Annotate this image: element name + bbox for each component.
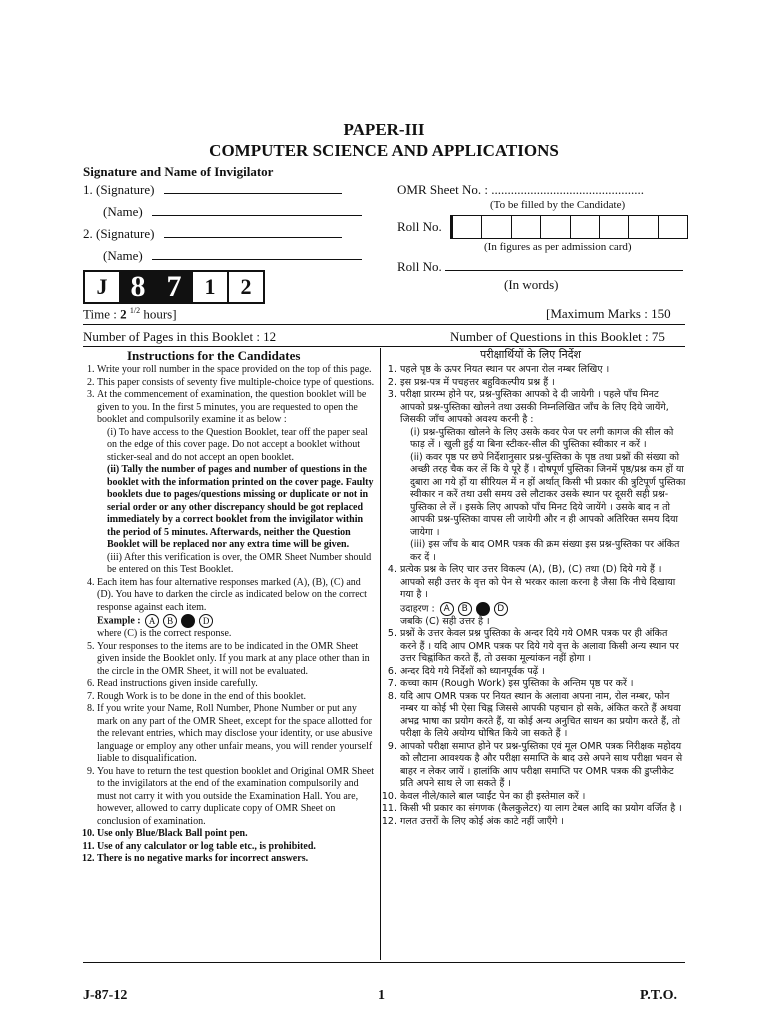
omr-sheet-number: OMR Sheet No. : ............................................... (397, 182, 644, 197)
invigilator-name-2: (Name) (103, 248, 362, 264)
list-item: 10. केवल नीले/काले बाल प्वाईंट पेन का ही इस्तेमाल करें । (400, 791, 686, 804)
instructions-english (83, 364, 375, 866)
omr-note: (To be filled by the Candidate) (490, 199, 626, 211)
divider (83, 962, 685, 963)
list-item: 1. पहले पृष्ठ के ऊपर नियत स्थान पर अपना रोल नम्बर लिखिए । (400, 364, 686, 377)
list-item: 12. गलत उत्तरों के लिए कोई अंक काटे नहीं जाएँगे । (400, 816, 686, 829)
roll-number-boxes[interactable] (450, 215, 688, 239)
option-b-circle: B (458, 602, 472, 616)
roll-no-words-note: (In words) (504, 277, 559, 292)
list-item: 8. If you write your Name, Roll Number, Phone Number or put any mark on any part of the OMR Sheet, except for the space allotted for the relevant entries, which may disclose your identity, or use abusive language or employ any other unfair means, you will render yourself liable to disqualification. (97, 703, 375, 766)
list-item: 11. किसी भी प्रकार का संगणक (कैलकुलेटर) या लाग टेबल आदि का प्रयोग वर्जित है । (400, 803, 686, 816)
option-d-circle: D (199, 614, 213, 628)
instructions-hindi (386, 364, 686, 828)
list-item: 5. Your responses to the items are to be indicated in the OMR Sheet given inside the Booklet only. If you mark at any place other than in the circle in the OMR Sheet, it will not be evaluated. (97, 641, 375, 679)
code-digit: 2 (240, 274, 252, 299)
max-marks: [Maximum Marks : 150 (546, 306, 671, 321)
roll-no-note: (In figures as per admission card) (484, 241, 632, 253)
list-item: 4. प्रत्येक प्रश्न के लिए चार उत्तर विकल्प (A), (B), (C) तथा (D) दिये गये हैं । आपको सही उत्तर के वृत्त को पेन से भरकर काला करना है जैसा कि नीचे दिखाया गया है । उदाहरण : A B D जबकि (C) सही उत्तर है । (400, 564, 686, 628)
pto-label: P.T.O. (640, 988, 677, 1003)
list-item: 7. Rough Work is to be done in the end of this booklet. (97, 691, 375, 704)
subject-title: COMPUTER SCIENCE AND APPLICATIONS (209, 141, 559, 160)
divider (83, 346, 685, 347)
list-item: 5. प्रश्नों के उत्तर केवल प्रश्न पुस्तिका के अन्दर दिये गये OMR पत्रक पर ही अंकित करने हैं । यदि आप OMR पत्रक पर दिये गये वृत्त के अलावा किसी अन्य स्थान पर उत्तर चिह्नांकित करते हैं, तो उसका मूल्यांकन नहीं होगा । (400, 628, 686, 666)
list-item: 6. Read instructions given inside carefully. (97, 678, 375, 691)
option-c-filled-circle (476, 602, 490, 616)
invigilator-sig-1: 1. (Signature) (83, 182, 342, 198)
instructions-heading-hi: परीक्षार्थियों के लिए निर्देश (480, 348, 582, 361)
list-item: (ii) Tally the number of pages and number of questions in the booklet with the information printed on the cover page. Faulty booklets due to pages/questions missing or duplicate or not in serial order or any other discrepancy should be got replaced immediately by a correct booklet from the invigilator within the period of 5 minutes. Afterwards, neither the Question Booklet will be replaced nor any extra time will be given. (107, 464, 374, 550)
paper-title: PAPER-III (343, 120, 425, 139)
list-item: 8. यदि आप OMR पत्रक पर नियत स्थान के अलावा अपना नाम, रोल नम्बर, फोन नम्बर या कोई भी ऐसा चिह्न जिससे आपकी पहचान हो सके, अंकित करते हैं अथवा अभद्र भाषा का प्रयोग करते हैं, या कोई अन्य अनुचित साधन का प्रयोग करते हैं, तो परीक्षा के लिये अयोग्य घोषित किये जा सकते हैं । (400, 691, 686, 741)
column-divider (380, 348, 381, 960)
list-item: (iii) After this verification is over, the OMR Sheet Number should be entered on this Test Booklet. (107, 551, 372, 575)
footer-code: J-87-12 (83, 988, 128, 1003)
option-c-filled-circle (181, 614, 195, 628)
instructions-heading-en: Instructions for the Candidates (127, 348, 301, 363)
list-item: 10. Use only Blue/Black Ball point pen. (97, 828, 375, 841)
list-item: (ii) कवर पृष्ठ पर छपे निर्देशानुसार प्रश्न-पुस्तिका के पृष्ठ तथा प्रश्नों की संख्या को अच्छी तरह चैक कर लें कि ये पूरे हैं । दोषपूर्ण पुस्तिका जिनमें पृष्ठ/प्रश्न कम हों या दुबारा आ गये हों या सीरियल में न हों अर्थात् किसी भी प्रकार की त्रुटिपूर्ण पुस्तिका स्वीकार न करें तथा उसी समय उसे लौटाकर उसके स्थान पर दूसरी सही प्रश्न-पुस्तिका ले लें । इसके लिए आपको पाँच मिनट दिये जायेंगे । उसके बाद न तो आपकी प्रश्न-पुस्तिका वापस ली जायेगी और न ही आपको अतिरिक्त समय दिया जायेगा । (410, 451, 686, 538)
list-item: 2. इस प्रश्न-पत्र में पचहत्तर बहुविकल्पीय प्रश्न हैं । (400, 377, 686, 390)
list-item: 12. There is no negative marks for incorrect answers. (97, 853, 375, 866)
time-info: Time : 2 $^{1/2}$ hours] (83, 306, 177, 322)
list-item: 3. परीक्षा प्रारम्भ होने पर, प्रश्न-पुस्तिका आपको दे दी जायेगी । पहले पाँच मिनट आपको प्रश्न-पुस्तिका खोलने तथा उसकी निम्नलिखित जाँच के लिए दिये जायेंगे, जिसकी जाँच आपको अवश्य करनी है : (i) प्रश्न-पुस्तिका खोलने के लिए उसके कवर पेज पर लगी कागज की सील को फाड़ लें । खुली हुई या बिना स्टीकर-सील की पुस्तिका स्वीकार न करें । (ii) कवर पृष्ठ पर छपे निर्देशानुसार प्रश्न-पुस्तिका के पृष्ठ तथा प्रश्नों की संख्या को अच्छी तरह चैक कर लें कि ये पूरे हैं । दोषपूर्ण पुस्तिका जिनमें पृष्ठ/प्रश्न कम हों या दुबारा आ गये हों या सीरियल में न हों अर्थात् किसी भी प्रकार की त्रुटिपूर्ण पुस्तिका स्वीकार न करें तथा उसी समय उसे लौटाकर उसके स्थान पर दूसरी सही प्रश्न-पुस्तिका ले लें । इसके लिए आपको पाँच मिनट दिये जायेंगे । उसके बाद न तो आपकी प्रश्न-पुस्तिका वापस ली जायेगी और न ही आपको अतिरिक्त समय दिया जायेगा । (iii) इस जाँच के बाद OMR पत्रक की क्रम संख्या इस प्रश्न-पुस्तिका पर अंकित कर दें । (400, 389, 686, 564)
booklet-code (83, 270, 265, 304)
code-letter: J (85, 272, 121, 302)
roll-no-label: Roll No. (397, 219, 442, 234)
list-item: 3. At the commencement of examination, the question booklet will be given to you. In the first 5 minutes, you are requested to open the booklet and compulsorily examine it as below : (i) To have access to the Question Booklet, tear off the paper seal on the edge of this cover page. Do not accept a booklet without sticker-seal and do not accept an open booklet. (ii) Tally the number of pages and number of questions in the booklet with the information printed on the cover page. Faulty booklets due to pages/questions missing or duplicate or not in serial order or any other discrepancy should be got replaced immediately by a correct booklet from the invigilator within the period of 5 minutes. Afterwards, neither the Question Booklet will be replaced nor any extra time will be given. (iii) After this verification is over, the OMR Sheet Number should be entered on this Test Booklet. (97, 389, 375, 577)
page-number: 1 (378, 988, 385, 1003)
option-b-circle: B (163, 614, 177, 628)
invigilator-heading: Signature and Name of Invigilator (83, 164, 274, 179)
option-a-circle: A (440, 602, 454, 616)
list-item: 2. This paper consists of seventy five multiple-choice type of questions. (97, 377, 375, 390)
list-item: 6. अन्दर दिये गये निर्देशों को ध्यानपूर्वक पढ़ें । (400, 666, 686, 679)
roll-no-words: Roll No. (397, 259, 683, 275)
list-item: (iii) इस जाँच के बाद OMR पत्रक की क्रम संख्या इस प्रश्न-पुस्तिका पर अंकित कर दें । (410, 539, 680, 563)
invigilator-sig-2: 2. (Signature) (83, 226, 342, 242)
option-a-circle: A (145, 614, 159, 628)
list-item: 7. कच्चा काम (Rough Work) इस पुस्तिका के अन्तिम पृष्ठ पर करें । (400, 678, 686, 691)
list-item: 1. Write your roll number in the space provided on the top of this page. (97, 364, 375, 377)
code-digit: 8 (121, 272, 157, 302)
list-item: (i) To have access to the Question Booklet, tear off the paper seal on the edge of this cover page. Do not accept a booklet without sticker-seal and do not accept an open booklet. (107, 426, 368, 463)
invigilator-name-1: (Name) (103, 204, 362, 220)
list-item: 9. You have to return the test question booklet and Original OMR Sheet to the invigilators at the end of the examination compulsorily and must not carry it with you outside the Examination Hall. You are, however, allowed to carry duplicate copy of OMR Sheet on conclusion of examination. (97, 766, 375, 829)
list-item: (i) प्रश्न-पुस्तिका खोलने के लिए उसके कवर पेज पर लगी कागज की सील को फाड़ लें । खुली हुई या बिना स्टीकर-सील की पुस्तिका स्वीकार न करें । (410, 426, 674, 450)
option-d-circle: D (494, 602, 508, 616)
list-item: 4. Each item has four alternative responses marked (A), (B), (C) and (D). You have to darken the circle as indicated below on the correct response against each item. Example : A B D where (C) is the correct response. (97, 577, 375, 641)
code-digit: 7 (157, 272, 193, 302)
pages-count: Number of Pages in this Booklet : 12 (83, 329, 277, 344)
questions-count: Number of Questions in this Booklet : 75 (450, 329, 665, 344)
list-item: 11. Use of any calculator or log table etc., is prohibited. (97, 841, 375, 854)
list-item: 9. आपको परीक्षा समाप्त होने पर प्रश्न-पुस्तिका एवं मूल OMR पत्रक निरीक्षक महोदय को लौटाना आवश्यक है और परीक्षा समाप्ति के बाद उसे अपने साथ परीक्षा भवन से बाहर न लेकर जायें । हालांकि आप परीक्षा समाप्ति पर OMR पत्रक की डुप्लीकेट प्रति अपने साथ ले जा सकते हैं । (400, 741, 686, 791)
divider (83, 324, 685, 325)
code-digit: 1 (193, 272, 229, 302)
